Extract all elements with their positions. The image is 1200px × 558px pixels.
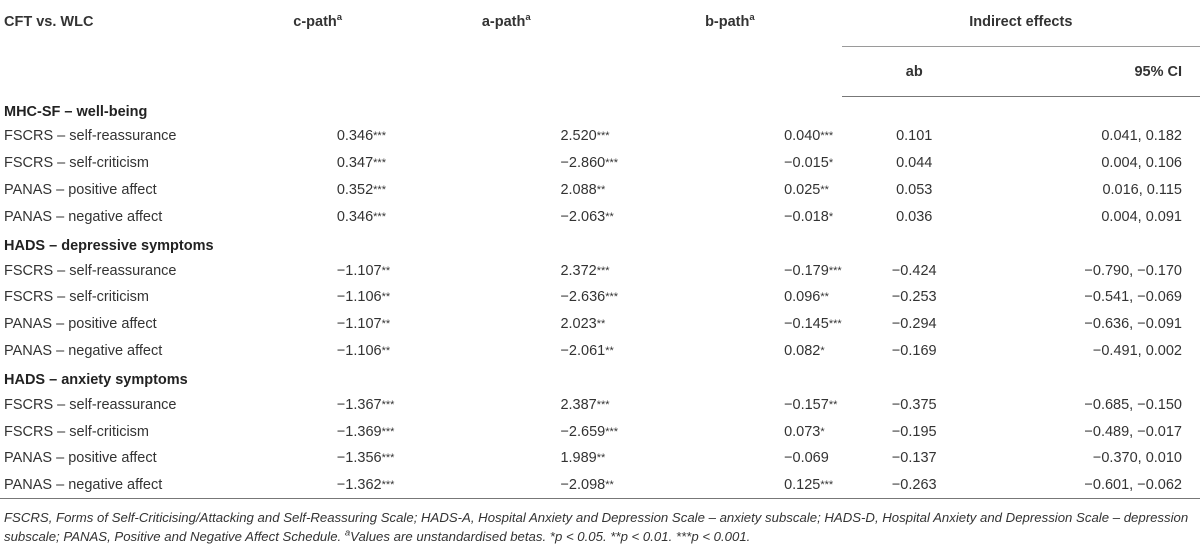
c-path-cell-value: −1.362: [336, 476, 382, 493]
a-path-cell: [394, 284, 618, 311]
header-b-path-label: b-path: [705, 14, 750, 30]
section-row: [0, 230, 1200, 257]
b-path-cell-value: 0.096: [784, 289, 821, 306]
a-path-cell-value: 2.023: [560, 316, 597, 333]
ab-cell-value: 0.044: [896, 155, 933, 172]
ci-cell: [987, 445, 1200, 472]
table-row: [0, 123, 1200, 150]
a-path-cell-significance: **: [596, 318, 606, 331]
a-path-cell: [394, 472, 618, 499]
b-path-cell-value: −0.018: [784, 208, 829, 225]
ab-cell-value: −0.424: [891, 262, 937, 279]
ci-cell-value: 0.004, 0.106: [1101, 155, 1182, 172]
ci-cell-value: −0.685, −0.150: [1084, 396, 1182, 413]
c-path-cell-significance: **: [381, 264, 391, 277]
b-path-cell: [618, 338, 842, 365]
ab-cell: [842, 418, 987, 445]
c-path-cell: [241, 257, 395, 284]
c-path-cell-significance: ***: [373, 183, 386, 196]
b-path-cell: [618, 150, 842, 177]
b-path-cell: [618, 391, 842, 418]
b-path-cell: [618, 472, 842, 499]
ab-cell: [842, 311, 987, 338]
table-row: [0, 177, 1200, 204]
ci-cell-value: −0.489, −0.017: [1084, 423, 1182, 440]
b-path-cell-value: 0.040: [784, 128, 821, 145]
ci-cell: [987, 391, 1200, 418]
c-path-cell: [241, 284, 395, 311]
c-path-cell-value: −1.356: [336, 450, 382, 467]
b-path-cell: [618, 177, 842, 204]
header-b-path-sup: a: [749, 12, 755, 24]
ab-cell: [842, 257, 987, 284]
b-path-cell: [618, 418, 842, 445]
b-path-cell-significance: *: [828, 157, 834, 170]
c-path-cell-value: −1.106: [336, 289, 382, 306]
header-indirect-effects: Indirect effects: [842, 0, 1200, 46]
section-title: MHC-SF – well-being: [4, 103, 148, 120]
c-path-cell-significance: **: [381, 318, 391, 331]
ci-cell: [987, 150, 1200, 177]
ci-cell: [987, 123, 1200, 150]
b-path-cell: [618, 445, 842, 472]
row-label: [0, 284, 241, 311]
footnote-sup: a: [344, 527, 351, 539]
a-path-cell: [394, 311, 618, 338]
ab-cell: [842, 391, 987, 418]
b-path-cell: [618, 123, 842, 150]
c-path-cell-significance: ***: [381, 425, 395, 438]
a-path-cell-significance: ***: [596, 130, 610, 143]
ab-cell: [842, 472, 987, 499]
a-path-cell-value: −2.636: [560, 289, 606, 306]
row-label-value: PANAS – negative affect: [4, 208, 163, 225]
header-comparison-label: CFT vs. WLC: [4, 14, 94, 30]
table-row: [0, 445, 1200, 472]
ab-cell-value: 0.036: [896, 208, 933, 225]
ci-cell: [987, 418, 1200, 445]
ci-cell-value: 0.041, 0.182: [1101, 128, 1182, 145]
ci-cell-value: 0.016, 0.115: [1102, 181, 1182, 198]
c-path-cell-value: 0.347: [336, 155, 374, 172]
c-path-cell-significance: **: [381, 344, 391, 357]
row-label: [0, 311, 241, 338]
b-path-cell-value: 0.125: [784, 476, 821, 493]
ci-cell: [987, 257, 1200, 284]
header-c-path: [241, 0, 395, 96]
row-label-value: PANAS – negative affect: [4, 476, 163, 493]
c-path-cell: [241, 123, 395, 150]
table-footnote: [4, 508, 1196, 546]
a-path-cell-value: −2.098: [560, 476, 606, 493]
c-path-cell: [241, 177, 395, 204]
row-label: [0, 177, 241, 204]
table-row: [0, 418, 1200, 445]
a-path-cell-value: 2.088: [560, 181, 597, 198]
row-label: [0, 391, 241, 418]
b-path-cell-significance: *: [820, 425, 825, 438]
a-path-cell-value: −2.063: [560, 208, 606, 225]
b-path-cell-significance: *: [820, 344, 825, 357]
a-path-cell-value: −2.659: [560, 423, 606, 440]
ci-cell-value: −0.370, 0.010: [1092, 450, 1182, 467]
ab-cell: [842, 150, 987, 177]
ab-cell-value: 0.101: [896, 128, 933, 145]
c-path-cell-significance: **: [381, 291, 391, 304]
footnote-text-2: Values are unstandardised betas. *p < 0.05. **p < 0.01. ***p < 0.001.: [350, 529, 751, 544]
row-label: [0, 203, 241, 230]
c-path-cell: [241, 203, 395, 230]
row-label-value: FSCRS – self-criticism: [4, 289, 150, 306]
row-label: [0, 123, 241, 150]
row-label-value: FSCRS – self-criticism: [4, 155, 150, 172]
ab-cell: [842, 284, 987, 311]
a-path-cell-value: 1.989: [560, 450, 597, 467]
header-comparison: [0, 0, 241, 96]
c-path-cell-value: 0.352: [336, 181, 374, 198]
header-ci: 95% CI: [987, 46, 1200, 96]
table-row: [0, 284, 1200, 311]
ab-cell: [842, 338, 987, 365]
ab-cell: [842, 123, 987, 150]
row-label-value: PANAS – positive affect: [4, 316, 157, 333]
b-path-cell-significance: ***: [828, 264, 842, 277]
a-path-cell: [394, 338, 618, 365]
row-label: [0, 150, 241, 177]
b-path-cell-significance: ***: [828, 318, 842, 331]
b-path-cell: [618, 284, 842, 311]
header-c-path-sup: a: [336, 12, 343, 24]
b-path-cell-significance: **: [828, 398, 838, 411]
section-row: [0, 364, 1200, 391]
b-path-cell-significance: ***: [820, 478, 834, 491]
b-path-cell-value: −0.179: [784, 262, 829, 279]
a-path-cell: [394, 203, 618, 230]
row-label: [0, 418, 241, 445]
a-path-cell-significance: ***: [605, 425, 619, 438]
row-label: [0, 338, 241, 365]
a-path-cell-significance: ***: [596, 264, 610, 277]
row-label-value: FSCRS – self-reassurance: [4, 128, 177, 145]
c-path-cell-significance: ***: [373, 130, 386, 143]
row-label: [0, 257, 241, 284]
c-path-cell: [241, 418, 395, 445]
ab-cell: [842, 445, 987, 472]
a-path-cell-value: −2.860: [560, 155, 606, 172]
table-row: [0, 338, 1200, 365]
header-b-path: [618, 0, 842, 96]
row-label: [0, 445, 241, 472]
row-label-value: PANAS – positive affect: [4, 450, 157, 467]
a-path-cell-significance: ***: [605, 157, 619, 170]
a-path-cell: [394, 418, 618, 445]
c-path-cell: [241, 311, 395, 338]
b-path-cell-value: −0.157: [784, 396, 829, 413]
ci-cell: [987, 203, 1200, 230]
table-row: [0, 472, 1200, 499]
c-path-cell-significance: ***: [381, 478, 395, 491]
a-path-cell: [394, 445, 618, 472]
table-body: [0, 96, 1200, 499]
c-path-cell: [241, 391, 395, 418]
ci-cell-value: −0.491, 0.002: [1092, 342, 1182, 359]
b-path-cell: [618, 203, 842, 230]
b-path-cell-value: 0.073: [784, 423, 821, 440]
row-label-value: FSCRS – self-reassurance: [4, 396, 177, 413]
row-label-value: FSCRS – self-criticism: [4, 423, 150, 440]
section-title: HADS – depressive symptoms: [4, 237, 214, 254]
c-path-cell-value: −1.107: [336, 262, 382, 279]
b-path-cell-significance: **: [820, 291, 829, 304]
a-path-cell-significance: **: [605, 210, 614, 223]
ci-cell-value: −0.601, −0.062: [1084, 476, 1182, 493]
section-title: HADS – anxiety symptoms: [4, 371, 188, 388]
b-path-cell-value: −0.145: [784, 316, 829, 333]
ab-cell-value: −0.294: [891, 316, 937, 333]
a-path-cell-value: 2.372: [560, 262, 597, 279]
header-a-path-label: a-path: [481, 14, 526, 30]
ci-cell: [987, 284, 1200, 311]
ab-cell-value: 0.053: [896, 181, 933, 198]
c-path-cell-value: −1.107: [336, 316, 382, 333]
a-path-cell: [394, 257, 618, 284]
ci-cell: [987, 311, 1200, 338]
c-path-cell-significance: ***: [373, 210, 386, 223]
a-path-cell-significance: ***: [596, 398, 610, 411]
header-a-path-sup: a: [525, 12, 531, 24]
ab-cell-value: −0.253: [891, 289, 937, 306]
a-path-cell-value: 2.520: [560, 128, 597, 145]
b-path-cell-value: 0.082: [784, 342, 821, 359]
a-path-cell-significance: **: [596, 452, 606, 465]
c-path-cell: [241, 338, 395, 365]
c-path-cell-value: 0.346: [336, 208, 374, 225]
b-path-cell: [618, 311, 842, 338]
ab-cell-value: −0.137: [891, 450, 937, 467]
header-c-path-label: c-path: [293, 14, 337, 30]
header-ab: ab: [842, 46, 987, 96]
b-path-cell-significance: *: [828, 210, 834, 223]
ab-cell-value: −0.195: [891, 423, 937, 440]
ab-cell-value: −0.375: [891, 396, 937, 413]
c-path-cell-value: −1.367: [336, 396, 382, 413]
table-row: [0, 311, 1200, 338]
b-path-cell-value: −0.069: [784, 450, 829, 467]
ci-cell: [987, 177, 1200, 204]
ci-cell-value: −0.636, −0.091: [1084, 316, 1182, 333]
b-path-cell-significance: **: [820, 183, 829, 196]
row-label-value: PANAS – positive affect: [4, 181, 157, 198]
a-path-cell-value: 2.387: [560, 396, 597, 413]
table-row: [0, 391, 1200, 418]
a-path-cell-significance: **: [596, 183, 606, 196]
c-path-cell-value: 0.346: [336, 128, 374, 145]
ci-cell-value: −0.790, −0.170: [1084, 262, 1182, 279]
b-path-cell-value: 0.025: [784, 181, 821, 198]
a-path-cell-significance: ***: [605, 291, 619, 304]
a-path-cell: [394, 123, 618, 150]
c-path-cell: [241, 445, 395, 472]
row-label-value: FSCRS – self-reassurance: [4, 262, 177, 279]
table-row: [0, 150, 1200, 177]
ci-cell-value: 0.004, 0.091: [1101, 208, 1182, 225]
c-path-cell-value: −1.106: [336, 342, 382, 359]
b-path-cell-value: −0.015: [784, 155, 829, 172]
table-row: [0, 257, 1200, 284]
c-path-cell: [241, 150, 395, 177]
row-label: [0, 472, 241, 499]
a-path-cell: [394, 177, 618, 204]
header-a-path: [394, 0, 618, 96]
ci-cell-value: −0.541, −0.069: [1084, 289, 1182, 306]
ci-cell: [987, 472, 1200, 499]
c-path-cell-significance: ***: [373, 157, 386, 170]
ab-cell: [842, 177, 987, 204]
c-path-cell-significance: ***: [381, 452, 395, 465]
c-path-cell-significance: ***: [381, 398, 395, 411]
c-path-cell: [241, 472, 395, 499]
b-path-cell-significance: ***: [820, 130, 834, 143]
ab-cell: [842, 203, 987, 230]
a-path-cell-value: −2.061: [560, 342, 606, 359]
b-path-cell: [618, 257, 842, 284]
ci-cell: [987, 338, 1200, 365]
ab-cell-value: −0.263: [891, 476, 937, 493]
row-label-value: PANAS – negative affect: [4, 342, 163, 359]
a-path-cell: [394, 150, 618, 177]
table-row: [0, 203, 1200, 230]
a-path-cell: [394, 391, 618, 418]
ab-cell-value: −0.169: [891, 342, 937, 359]
a-path-cell-significance: **: [605, 478, 614, 491]
section-row: [0, 96, 1200, 123]
footnote-text: FSCRS, Forms of Self-Criticising/Attacking and Self-Reassuring Scale; HADS-A, Hospital Anxiety and Depression Scale – anxiety subscale; HADS-D, Hospital Anxiety and Depression Scale – depression subscale; PANAS, Positive and Negative Affect Schedule.: [4, 510, 1189, 544]
c-path-cell-value: −1.369: [336, 423, 382, 440]
a-path-cell-significance: **: [605, 344, 614, 357]
